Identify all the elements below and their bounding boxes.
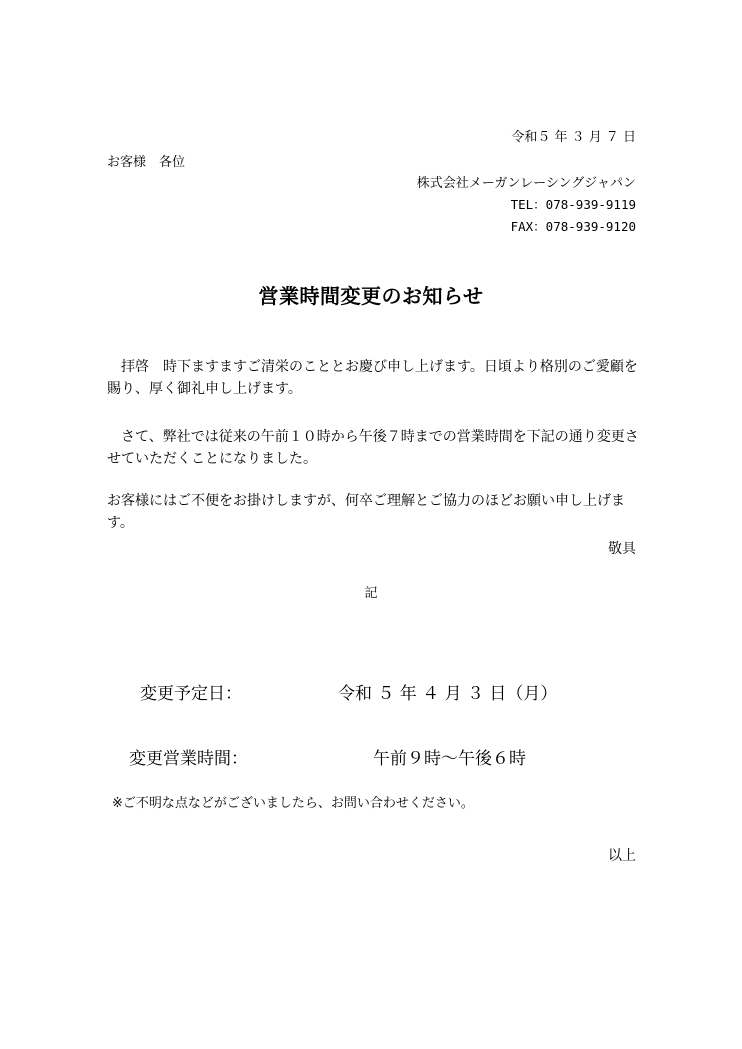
issue-date: 令和５ 年 ３ 月 ７ 日 <box>511 130 636 145</box>
change-date-label: 変更予定日： <box>140 684 242 704</box>
company-tel: TEL：078-939-9119 <box>510 197 636 212</box>
ki-marker: 記 <box>364 586 378 601</box>
inquiry-note: ※ご不明な点などがございましたら、お問い合わせください。 <box>112 796 474 811</box>
change-date-value: 令和 ５ 年 ４ 月 ３ 日（月） <box>338 684 558 704</box>
recipient: お客様 各位 <box>107 155 186 170</box>
change-hours-value: 午前９時～午後６時 <box>373 749 526 769</box>
document-title: 営業時間変更のお知らせ <box>258 284 484 308</box>
closing-ijou: 以上 <box>608 848 636 864</box>
company-fax: FAX：078-939-9120 <box>510 219 636 234</box>
company-name: 株式会社メーガンレーシングジャパン <box>416 176 636 191</box>
greeting-paragraph: 拝啓 時下ますますご清栄のこととお慶び申し上げます。日頃より格別のご愛顧を賜り、厚く御礼申し上げます。 <box>107 359 638 397</box>
apology-paragraph: お客様にはご不便をお掛けしますが、何卒ご理解とご協力のほどお願い申し上げます。 <box>107 493 625 531</box>
announcement-paragraph: さて、弊社では従来の午前１０時から午後７時までの営業時間を下記の通り変更させていただくことになりました。 <box>107 429 639 467</box>
change-hours-label: 変更営業時間： <box>129 749 248 769</box>
closing-keigu: 敬具 <box>608 541 636 557</box>
